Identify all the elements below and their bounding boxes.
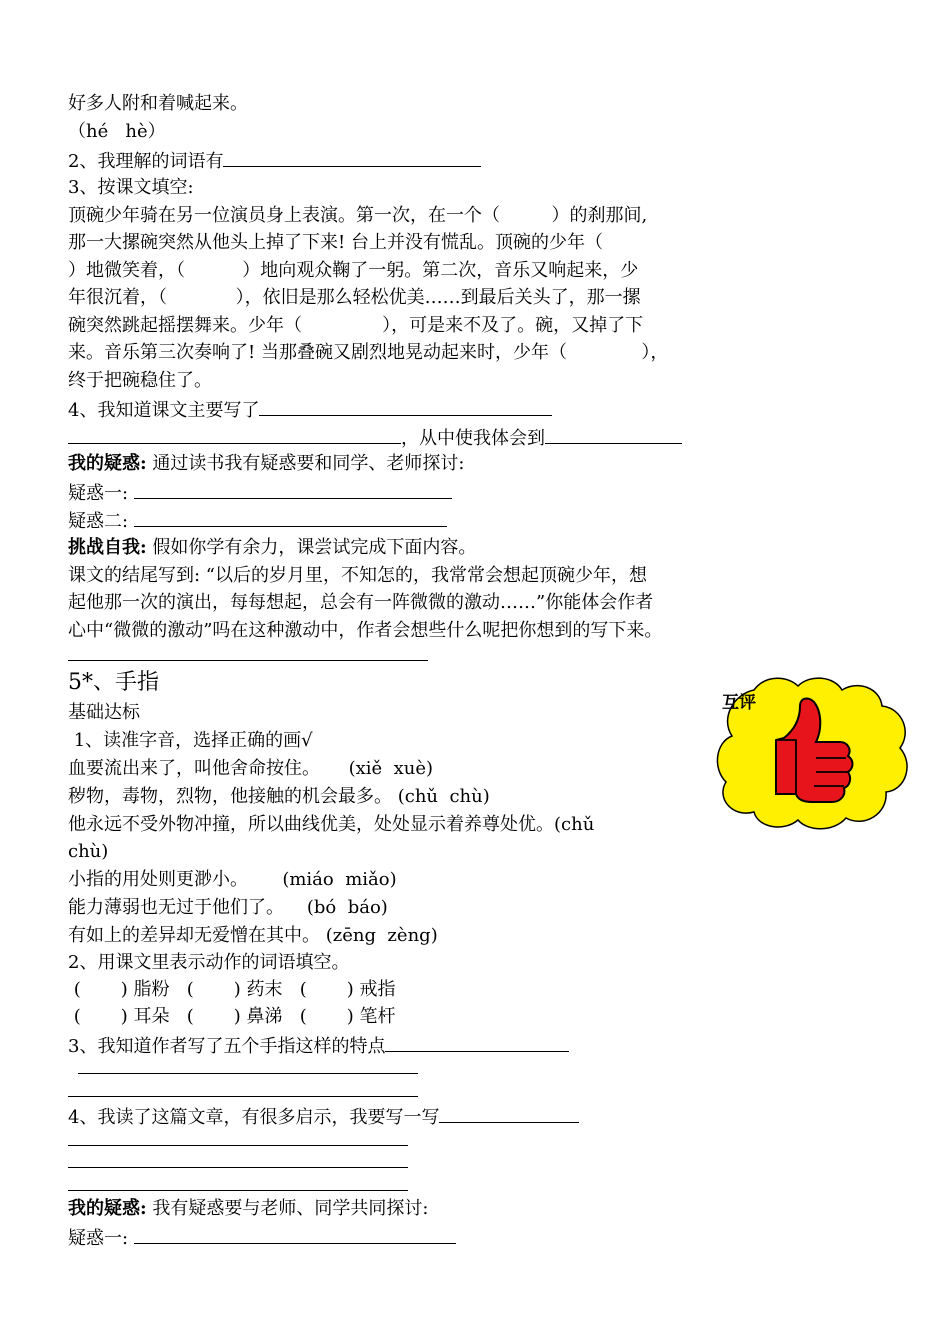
question-3b: [68, 1033, 569, 1059]
pinyin-item: 秽物，毒物，烈物，他接触的机会最多。 (chǔ chù): [68, 786, 490, 807]
answer-blank[interactable]: [259, 397, 552, 416]
question-2: [68, 148, 481, 174]
challenge-line: 心中“微微的激动”吗在这种激动中，作者会想些什么呢把你想到的写下来。: [68, 620, 663, 641]
challenge-label: 挑战自我:: [68, 537, 147, 558]
answer-blank[interactable]: [545, 425, 682, 444]
fill-row: ( ) 脂粉 ( ) 药末 ( ) 戒指: [68, 979, 396, 1000]
doubt-heading-2: [68, 1197, 428, 1221]
challenge-line: 课文的结尾写到: “以后的岁月里，不知怎的，我常常会想起顶碗少年，想: [68, 565, 647, 586]
answer-blank[interactable]: [68, 425, 401, 444]
pinyin-item: chù): [68, 841, 109, 862]
answer-blank[interactable]: [134, 480, 452, 499]
pinyin-item: 他永远不受外物冲撞，所以曲线优美，处处显示着养尊处优。(chǔ: [68, 814, 595, 835]
pinyin-item: 能力薄弱也无过于他们了。 (bó báo): [68, 897, 388, 918]
answer-line[interactable]: [78, 1073, 418, 1074]
fill-paragraph-line: 终于把碗稳住了。: [68, 370, 212, 391]
doubt-1-label: 疑惑一:: [68, 483, 134, 504]
question-3b-text: 3、我知道作者写了五个手指这样的特点: [68, 1036, 386, 1057]
answer-line[interactable]: [68, 1167, 408, 1168]
fill-paragraph-line: ）地微笑着，（ ）地向观众鞠了一躬。第二次，音乐又响起来，少: [68, 260, 639, 281]
answer-blank[interactable]: [134, 1225, 456, 1244]
fill-row: ( ) 耳朵 ( ) 鼻涕 ( ) 笔杆: [68, 1006, 396, 1027]
doubt-label: 我的疑惑:: [68, 453, 147, 474]
fill-paragraph-line: 碗突然跳起摇摆舞来。少年（ ），可是来不及了。碗，又掉了下: [68, 315, 644, 336]
question-4: [68, 397, 552, 423]
question-1: 1、读准字音，选择正确的画√: [68, 730, 313, 751]
doubt-2-label: 疑惑二:: [68, 511, 134, 532]
doubt-2: [68, 508, 447, 534]
fill-paragraph-line: 来。音乐第三次奏响了! 当那叠碗又剧烈地晃动起来时，少年（ ），: [68, 342, 669, 363]
question-2-text: 2、我理解的词语有: [68, 151, 224, 172]
answer-line[interactable]: [68, 660, 428, 661]
answer-blank[interactable]: [223, 148, 481, 167]
question-4b: [68, 1104, 579, 1130]
thumbs-up-badge-icon: [714, 672, 914, 832]
doubt-text-2: 我有疑惑要与老师、同学共同探讨:: [146, 1198, 429, 1219]
answer-line[interactable]: [68, 1190, 408, 1191]
pinyin-item: 小指的用处则更渺小。 (miáo miǎo): [68, 869, 397, 890]
question-4b-text: 4、我读了这篇文章，有很多启示，我要写一写: [68, 1107, 440, 1128]
question-3: 3、按课文填空:: [68, 177, 194, 198]
doubt-1: [68, 480, 452, 506]
pinyin-item: 血要流出来了，叫他舍命按住。 (xiě xuè): [68, 758, 434, 779]
answer-blank[interactable]: [134, 508, 447, 527]
doubt-label-2: 我的疑惑:: [68, 1198, 147, 1219]
challenge-text: 假如你学有余力，课尝试完成下面内容。: [146, 537, 477, 558]
challenge-line: 起他那一次的演出，每每想起，总会有一阵微微的激动……”你能体会作者: [68, 592, 654, 613]
doubt-text: 通过读书我有疑惑要和同学、老师探讨:: [146, 453, 465, 474]
answer-line[interactable]: [68, 1145, 408, 1146]
answer-line[interactable]: [68, 1096, 418, 1097]
fill-paragraph-line: 顶碗少年骑在另一位演员身上表演。第一次，在一个（ ）的刹那间,: [68, 205, 648, 226]
question-4-cont: [68, 425, 682, 451]
doubt-1b: [68, 1225, 456, 1251]
doubt-1b-label: 疑惑一:: [68, 1228, 134, 1249]
fill-paragraph-line: 年很沉着，（ ），依旧是那么轻松优美……到最后关头了，那一摞: [68, 287, 641, 308]
question-4-text-b: ，从中使我体会到: [401, 428, 545, 449]
badge-label: 互评: [722, 693, 756, 713]
answer-blank[interactable]: [385, 1033, 569, 1052]
fill-paragraph-line: 那一大摞碗突然从他头上掉了下来! 台上并没有慌乱。顶碗的少年（: [68, 232, 603, 253]
pinyin-choice: （hé hè）: [68, 121, 166, 142]
question-4-text: 4、我知道课文主要写了: [68, 400, 260, 421]
challenge-heading: [68, 536, 476, 560]
pinyin-item: 有如上的差异却无爱憎在其中。 (zēng zèng): [68, 925, 438, 946]
answer-blank[interactable]: [439, 1104, 579, 1123]
doubt-heading: [68, 452, 464, 476]
question-2b: 2、用课文里表示动作的词语填空。: [68, 952, 350, 973]
section-heading: 基础达标: [68, 702, 140, 723]
text-line: 好多人附和着喊起来。: [68, 93, 248, 114]
lesson-title: 5*、手指: [68, 670, 159, 695]
